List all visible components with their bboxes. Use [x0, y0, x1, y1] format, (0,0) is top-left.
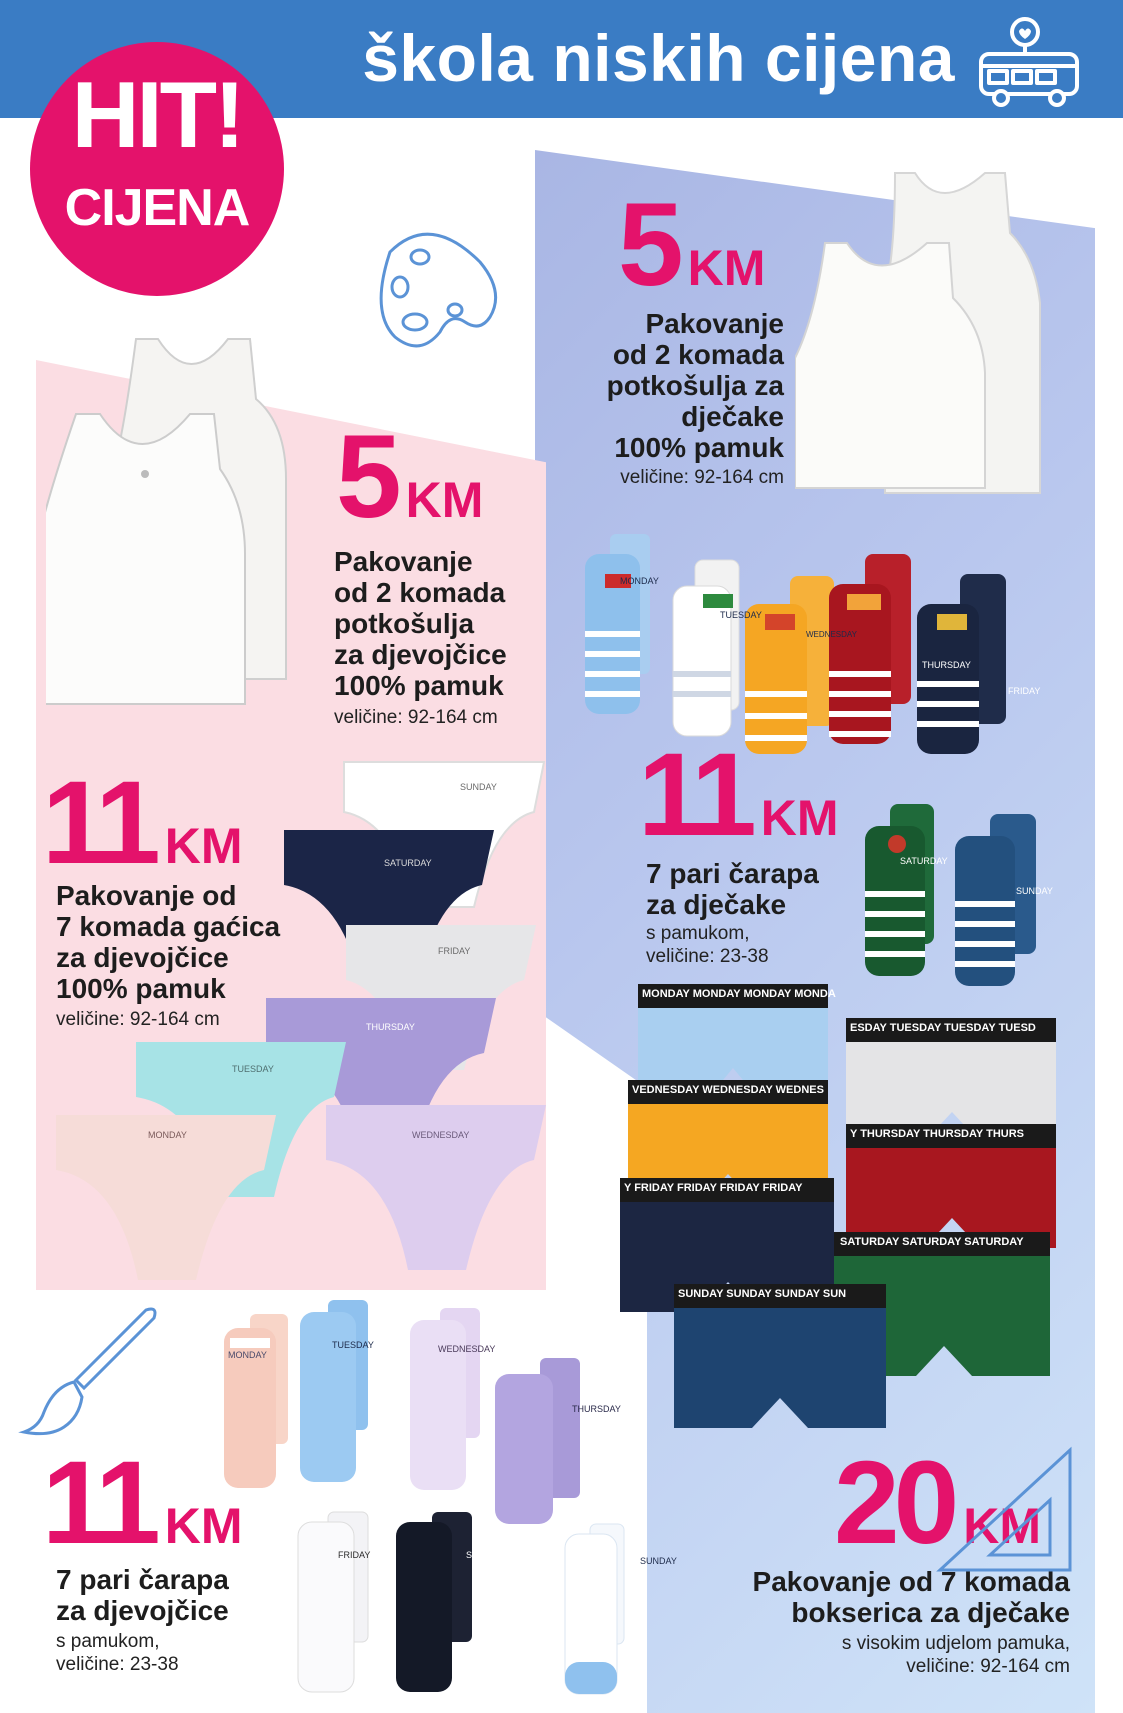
details-boys-socks: [646, 922, 866, 968]
sock-white: [673, 560, 739, 736]
desc-girls-socks: [56, 1564, 296, 1626]
details-line: s pamukom,: [56, 1631, 160, 1652]
product-boys-boxers: [620, 978, 1090, 1438]
sock-label: FRIDAY: [338, 1550, 371, 1560]
sock-label: SATURDAY: [900, 856, 948, 866]
sock-label: FRIDAY: [1008, 686, 1041, 696]
sock-lilac: [410, 1308, 480, 1490]
sock-purple: [495, 1358, 580, 1524]
desc-line: 100% pamuk: [56, 973, 226, 1004]
desc-boys-socks: [646, 858, 866, 920]
sock-label: TUESDAY: [720, 610, 762, 620]
price-value: 5: [618, 179, 678, 311]
product-boys-undershirts: [795, 168, 1085, 498]
sock-blue: [585, 534, 650, 714]
sock-label: SUNDAY: [640, 1556, 677, 1566]
price-value: 11: [42, 757, 155, 889]
details-girls-socks: [56, 1630, 296, 1676]
details-boys-undershirts: [540, 466, 784, 489]
sock-black: [396, 1512, 472, 1692]
desc-line: 7 komada gaćica: [56, 911, 281, 942]
boxer-label: SATURDAY SATURDAY SATURDAY: [840, 1236, 1024, 1248]
price-value: 5: [336, 411, 396, 543]
desc-line: za djevojčice: [334, 639, 507, 670]
brief-label: THURSDAY: [366, 1022, 415, 1032]
boxer-label: Y THURSDAY THURSDAY THURS: [850, 1128, 1025, 1140]
details-line: veličine: 92-164 cm: [334, 707, 498, 728]
desc-line: od 2 komada: [334, 577, 506, 608]
price-value: 20: [834, 1437, 954, 1569]
price-currency: KM: [687, 240, 766, 296]
desc-line: potkošulja za: [606, 370, 784, 401]
desc-line: dječake: [681, 401, 784, 432]
hit-price-badge: [30, 42, 284, 296]
price-girls-undershirts: [336, 411, 484, 543]
desc-line: potkošulja: [334, 608, 475, 639]
sock-light-blue: [300, 1300, 368, 1482]
details-girls-undershirts: [334, 706, 544, 729]
sock-white-popcorn: [298, 1512, 371, 1692]
price-currency: KM: [405, 472, 484, 528]
price-currency: KM: [963, 1498, 1042, 1554]
brief-label: SATURDAY: [384, 858, 432, 868]
price-value: 11: [42, 1437, 155, 1569]
sock-green: [865, 804, 934, 976]
sock-label: SUNDAY: [1016, 886, 1053, 896]
details-line: veličine: 92-164 cm: [56, 1009, 220, 1030]
desc-line: Pakovanje: [334, 546, 473, 577]
desc-line: 100% pamuk: [334, 670, 504, 701]
sock-red: [829, 554, 911, 744]
desc-line: od 2 komada: [612, 339, 784, 370]
boxer-label: MONDAY MONDAY MONDAY MONDA: [642, 988, 836, 1000]
desc-line: 7 pari čarapa: [56, 1564, 229, 1595]
desc-line: za djevojčice: [56, 942, 229, 973]
desc-line: za dječake: [646, 889, 787, 920]
desc-line: bokserica za dječake: [791, 1597, 1070, 1628]
badge-line2: CIJENA: [64, 179, 250, 237]
price-currency: KM: [760, 790, 839, 846]
sock-label: WEDNESDAY: [806, 630, 857, 639]
price-value: 11: [638, 729, 751, 861]
product-girls-briefs: [56, 760, 546, 1290]
sock-label: MONDAY: [228, 1350, 267, 1360]
brief-label: TUESDAY: [232, 1064, 274, 1074]
brief-label: FRIDAY: [438, 946, 471, 956]
details-line: veličine: 23-38: [646, 946, 769, 967]
details-line: s pamukom,: [646, 923, 750, 944]
price-boys-socks: [638, 729, 839, 861]
details-line: veličine: 23-38: [56, 1654, 179, 1675]
brief-label: MONDAY: [148, 1130, 187, 1140]
sock-label: TUESDAY: [332, 1340, 374, 1350]
school-bus-heart-icon: [973, 14, 1085, 108]
sock-label: SATURDAY: [466, 1550, 514, 1560]
desc-line: 100% pamuk: [614, 432, 784, 463]
paint-palette-icon: [360, 212, 510, 362]
desc-line: Pakovanje od 7 komada: [752, 1566, 1070, 1597]
boxer-label: Y FRIDAY FRIDAY FRIDAY FRIDAY: [624, 1182, 803, 1194]
sock-yellow: [745, 576, 834, 754]
desc-boys-undershirts: [540, 308, 784, 463]
details-line: veličine: 92-164 cm: [620, 467, 784, 488]
sock-label: WEDNESDAY: [438, 1344, 496, 1354]
sock-label: THURSDAY: [922, 660, 971, 670]
price-currency: KM: [164, 818, 243, 874]
product-girls-undershirts: [46, 334, 336, 714]
boxer-label: SUNDAY SUNDAY SUNDAY SUN: [678, 1288, 847, 1300]
desc-line: 7 pari čarapa: [646, 858, 819, 889]
details-line: s visokim udjelom pamuka,: [841, 1633, 1070, 1654]
desc-line: za djevojčice: [56, 1595, 229, 1626]
price-boys-undershirts: [618, 179, 766, 311]
set-square-icon: [930, 1440, 1080, 1580]
sock-label: THURSDAY: [572, 1404, 621, 1414]
paintbrush-icon: [16, 1300, 166, 1440]
header-title: škola niskih cijena: [362, 21, 955, 95]
price-currency: KM: [164, 1498, 243, 1554]
sock-dark-blue: [955, 814, 1036, 986]
sock-white-blue: [565, 1524, 624, 1694]
brief-label: WEDNESDAY: [412, 1130, 470, 1140]
price-girls-socks: [42, 1437, 243, 1569]
sock-label: MONDAY: [620, 576, 659, 586]
brief-label: SUNDAY: [460, 782, 497, 792]
boxer-label: VEDNESDAY WEDNESDAY WEDNES: [632, 1084, 824, 1096]
desc-line: Pakovanje: [645, 308, 784, 339]
badge-line1: HIT!: [71, 62, 243, 167]
details-line: veličine: 92-164 cm: [906, 1656, 1070, 1677]
boxer-label: ESDAY TUESDAY TUESDAY TUESD: [850, 1022, 1036, 1034]
desc-line: Pakovanje od: [56, 880, 237, 911]
desc-girls-undershirts: [334, 546, 544, 701]
